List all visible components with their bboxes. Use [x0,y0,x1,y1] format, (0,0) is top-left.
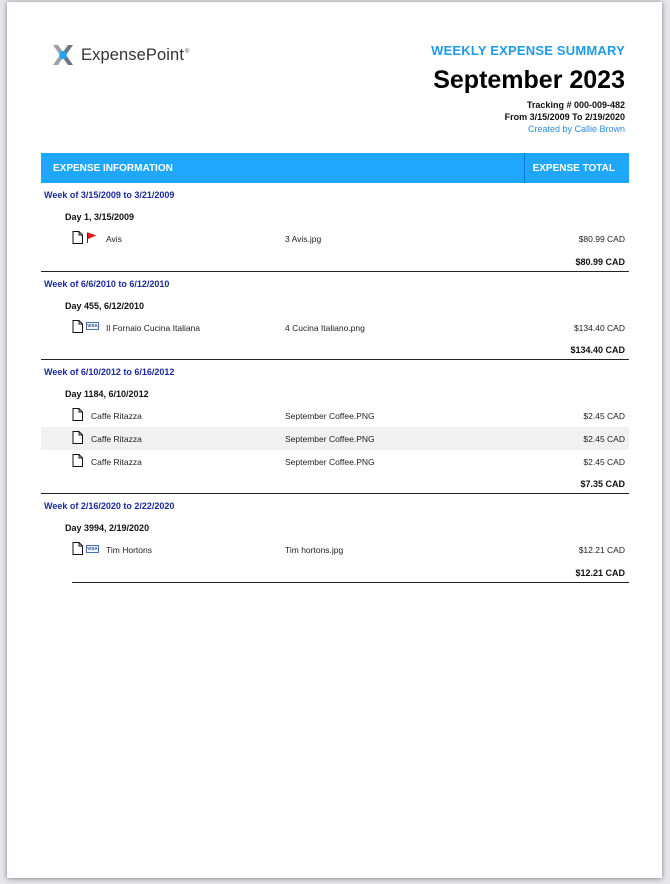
report-title: September 2023 [433,66,625,94]
visa-card-icon: VISA [87,323,98,329]
merchant-name: Caffe Ritazza [91,411,142,422]
week-total-amount: $12.21 CAD [575,568,625,579]
day-header: Day 455, 6/12/2010 [65,300,145,311]
expense-amount: $2.45 CAD [583,434,625,445]
week-total-amount: $80.99 CAD [575,256,625,267]
brand-name: ExpensePoint® [81,45,190,64]
document-icon[interactable] [72,454,83,467]
expense-icons [72,320,99,333]
receipt-filename[interactable]: 4 Cucina Italiano.png [285,322,365,333]
date-range: From 3/15/2009 To 2/19/2020 [504,112,625,122]
week-total-amount: $7.35 CAD [580,479,625,490]
column-divider [524,153,525,183]
expense-icons [72,454,83,467]
report-page [7,2,662,878]
week-header: Week of 6/6/2010 to 6/12/2010 [44,278,170,289]
day-header: Day 1184, 6/10/2012 [65,389,149,400]
week-header: Week of 2/16/2020 to 2/22/2020 [44,501,175,512]
week-total-row [41,338,629,360]
expense-row[interactable] [41,404,629,427]
expense-amount: $80.99 CAD [578,234,625,244]
expense-icons [72,542,99,555]
merchant-name: Caffe Ritazza [91,456,142,467]
report-header [431,43,625,135]
day-header: Day 1, 3/15/2009 [65,212,135,222]
expense-icons [72,431,83,444]
flag-icon [86,232,97,243]
report-type: WEEKLY EXPENSE SUMMARY [431,43,625,58]
merchant-name: Avis [106,234,122,244]
expense-row[interactable] [41,227,629,250]
tracking-number: Tracking # 000-009-482 [526,100,625,110]
day-header: Day 3994, 2/19/2020 [65,523,150,534]
week-header: Week of 3/15/2009 to 3/21/2009 [44,190,175,200]
week-header: Week of 6/10/2012 to 6/16/2012 [44,367,175,378]
receipt-filename[interactable]: September Coffee.PNG [285,434,375,445]
expense-table-body [41,183,629,583]
expense-row[interactable] [41,538,629,561]
brand-logo [51,42,190,68]
receipt-filename[interactable]: Tim hortons.jpg [285,545,344,556]
week-total-row [41,250,629,272]
merchant-name: Tim Hortons [106,545,152,556]
expense-amount: $2.45 CAD [583,456,625,467]
document-icon[interactable] [72,431,83,444]
receipt-filename[interactable]: September Coffee.PNG [285,411,375,422]
week-total-row [41,472,629,494]
document-icon[interactable] [72,320,83,333]
receipt-filename[interactable]: 3 Avis.jpg [285,234,322,244]
document-icon[interactable] [72,542,83,555]
expense-row[interactable] [41,427,629,450]
expense-amount: $2.45 CAD [583,411,625,422]
expensepoint-logo-icon [51,42,75,68]
receipt-filename[interactable]: September Coffee.PNG [285,456,375,467]
visa-card-icon: VISA [87,545,98,551]
expense-icons [72,231,97,244]
expense-row[interactable] [41,316,629,339]
expense-amount: $134.40 CAD [573,322,625,333]
expense-icons [72,408,83,421]
week-total-amount: $134.40 CAD [570,345,625,356]
column-header-expense-information: EXPENSE INFORMATION [53,163,173,174]
merchant-name: Il Fornaio Cucina Italiana [106,322,201,333]
table-header [41,153,629,183]
created-by-link[interactable]: Created by Callie Brown [527,124,625,134]
expense-amount: $12.21 CAD [578,545,625,556]
column-header-expense-total: EXPENSE TOTAL [532,163,615,174]
merchant-name: Caffe Ritazza [91,434,142,445]
expense-row[interactable] [41,450,629,473]
document-icon[interactable] [72,408,83,421]
document-icon[interactable] [72,231,83,244]
week-total-row [72,561,629,583]
